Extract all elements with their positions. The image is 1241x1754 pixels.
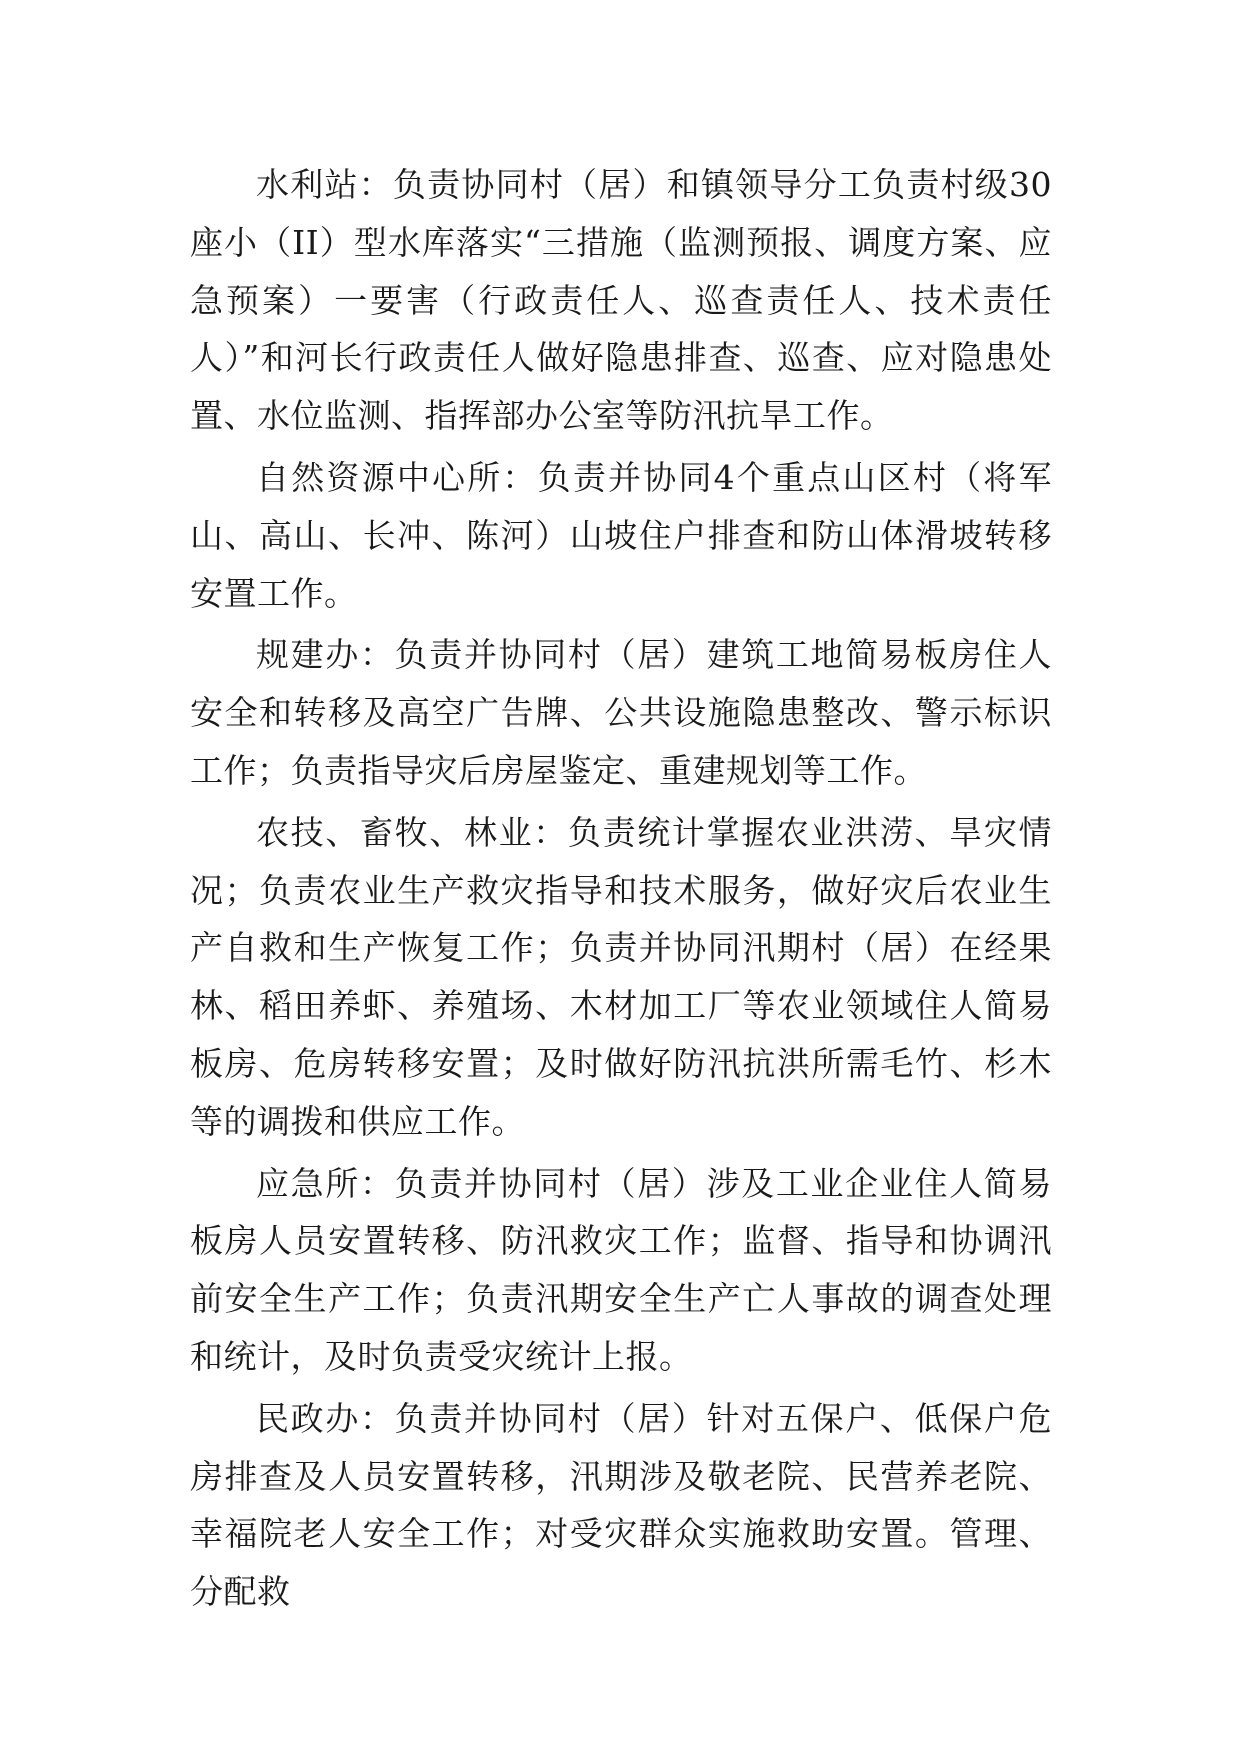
paragraph-civil-affairs: 民政办：负责并协同村（居）针对五保户、低保户危房排查及人员安置转移，汛期涉及敬老院、民营养老院、幸福院老人安全工作；对受灾群众实施救助安置。管理、分配救	[190, 1398, 1052, 1612]
paragraph-planning-office: 规建办：负责并协同村（居）建筑工地简易板房住人安全和转移及高空广告牌、公共设施隐患整改、警示标识工作；负责指导灾后房屋鉴定、重建规划等工作。	[190, 635, 1052, 790]
paragraph-water-station: 水利站：负责协同村（居）和镇领导分工负责村级30座小（II）型水库落实“三措施（监测预报、调度方案、应急预案）一要害（行政责任人、巡查责任人、技术责任人）”和河长行政责任人做好隐患排查、巡查、应对隐患处置、水位监测、指挥部办公室等防汛抗旱工作。	[190, 165, 1052, 436]
paragraph-emergency-office: 应急所：负责并协同村（居）涉及工业企业住人简易板房人员安置转移、防汛救灾工作；监督、指导和协调汛前安全生产工作；负责汛期安全生产亡人事故的调查处理和统计，及时负责受灾统计上报。	[190, 1163, 1052, 1376]
paragraph-agriculture: 农技、畜牧、林业：负责统计掌握农业洪涝、旱灾情况；负责农业生产救灾指导和技术服务，做好灾后农业生产自救和生产恢复工作；负责并协同汛期村（居）在经果林、稻田养虾、养殖场、木材加工厂等农业领域住人简易板房、危房转移安置；及时做好防汛抗洪所需毛竹、杉木等的调拨和供应工作。	[190, 812, 1052, 1141]
document-page	[190, 156, 1052, 1625]
paragraph-natural-resources: 自然资源中心所：负责并协同4个重点山区村（将军山、高山、长冲、陈河）山坡住户排查和防山体滑坡转移安置工作。	[190, 457, 1052, 613]
